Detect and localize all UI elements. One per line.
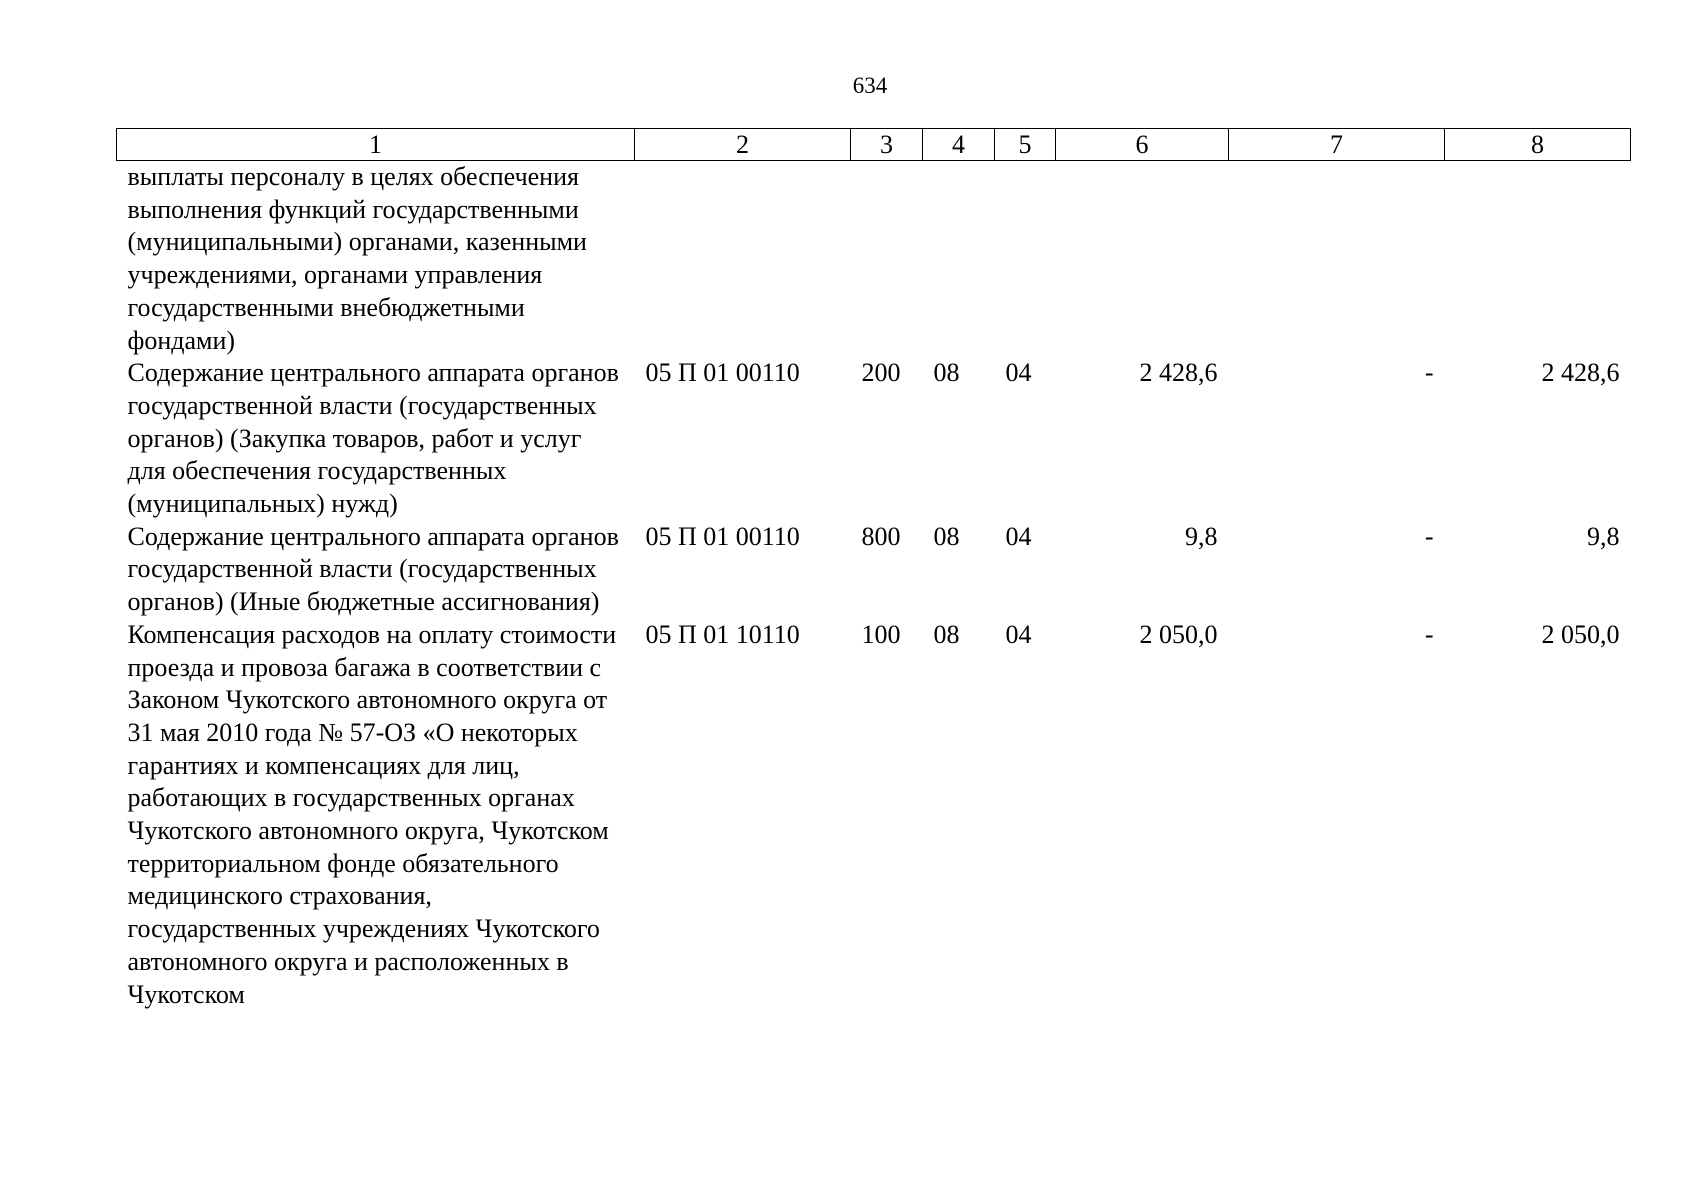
row-col3: 100 bbox=[861, 619, 901, 649]
table-row bbox=[117, 521, 1631, 619]
row-code: 05 П 01 00110 bbox=[645, 358, 800, 388]
row-col4: 08 bbox=[933, 619, 960, 649]
row-code: 05 П 01 00110 bbox=[645, 521, 800, 551]
row-description: Компенсация расходов на оплату стоимости проезда и провоза багажа в соответствии с Законом Чукотского автономного округа от 31 мая 2010 года № 57-ОЗ «О некоторых гарантиях и компенсациях для лиц, работающих в государственных органах Чукотского автономного округа, Чукотском территориальном фонде обязательного медицинского страхования, государственных учреждениях Чукотского автономного округа и расположенных в Чукотском bbox=[127, 619, 617, 1009]
row-code: 05 П 01 10110 bbox=[645, 619, 800, 649]
row-description: Содержание центрального аппарата органов государственной власти (государственных органов) (Иные бюджетные ассигнования) bbox=[127, 521, 619, 617]
table-header-row bbox=[117, 129, 1631, 161]
column-header: 1 bbox=[117, 129, 635, 161]
table-row bbox=[117, 161, 1631, 358]
row-col7: - bbox=[1424, 521, 1434, 551]
row-col7: - bbox=[1424, 358, 1434, 388]
column-header: 3 bbox=[851, 129, 923, 161]
row-code bbox=[635, 161, 851, 358]
column-header: 7 bbox=[1229, 129, 1445, 161]
row-col5: 04 bbox=[1005, 358, 1032, 388]
table-row bbox=[117, 619, 1631, 1011]
row-col6: 9,8 bbox=[1185, 521, 1218, 551]
column-header: 2 bbox=[635, 129, 851, 161]
row-col5: 04 bbox=[1005, 619, 1032, 649]
row-col6: 2 428,6 bbox=[1139, 358, 1218, 388]
table-row bbox=[117, 357, 1631, 521]
row-col4: 08 bbox=[933, 358, 960, 388]
row-col7 bbox=[1229, 161, 1445, 358]
row-col6: 2 050,0 bbox=[1139, 619, 1218, 649]
budget-table bbox=[116, 128, 1631, 1011]
row-col3: 200 bbox=[861, 358, 901, 388]
row-col8: 2 050,0 bbox=[1541, 619, 1620, 649]
row-description: Содержание центрального аппарата органов государственной власти (государственных органов) (Закупка товаров, работ и услуг для обеспечения государственных (муниципальных) нужд) bbox=[127, 358, 619, 519]
row-col3 bbox=[851, 161, 923, 358]
row-col6 bbox=[1056, 161, 1229, 358]
row-col5 bbox=[995, 161, 1056, 358]
row-col3: 800 bbox=[861, 521, 901, 551]
row-col5: 04 bbox=[1005, 521, 1032, 551]
column-header: 8 bbox=[1445, 129, 1631, 161]
row-col8: 9,8 bbox=[1587, 521, 1620, 551]
row-col4: 08 bbox=[933, 521, 960, 551]
row-col8: 2 428,6 bbox=[1541, 358, 1620, 388]
row-col4 bbox=[923, 161, 995, 358]
column-header: 5 bbox=[995, 129, 1056, 161]
column-header: 6 bbox=[1056, 129, 1229, 161]
column-header: 4 bbox=[923, 129, 995, 161]
page-number: 634 bbox=[852, 73, 888, 98]
row-description: выплаты персоналу в целях обеспечения выполнения функций государственными (муниципальными) органами, казенными учреждениями, органами управления государственными внебюджетными фондами) bbox=[127, 162, 587, 355]
row-col8 bbox=[1445, 161, 1631, 358]
row-col7: - bbox=[1424, 619, 1434, 649]
